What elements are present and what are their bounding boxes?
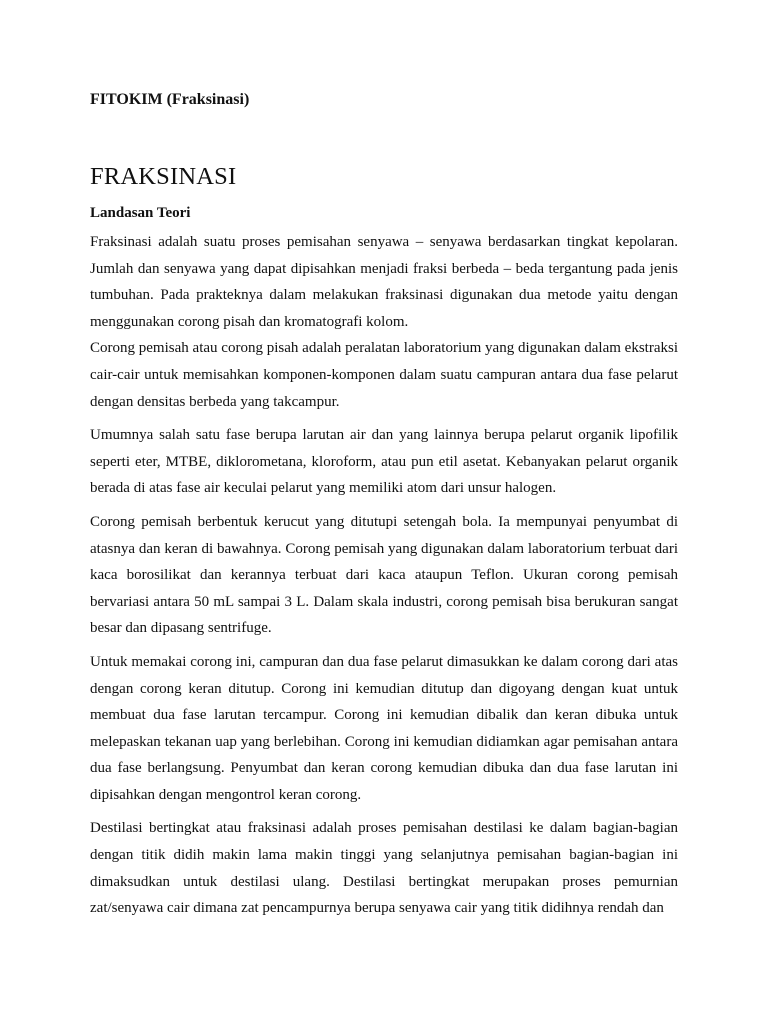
- paragraph-fase-pelarut: Umumnya salah satu fase berupa larutan air dan yang lainnya berupa pelarut organik lipofilik seperti eter, MTBE, diklorometana, kloroform, atau pun etil asetat. Kebanyakan pelarut organik berada di atas fase air keculai pelarut yang memiliki atom dari unsur halogen.: [90, 427, 678, 497]
- document-header: FITOKIM (Fraksinasi): [90, 91, 250, 108]
- section-heading-landasan-teori: Landasan Teori: [90, 205, 191, 221]
- paragraph-corong-pemisah-definition: Corong pemisah atau corong pisah adalah peralatan laboratorium yang digunakan dalam ekstraksi cair-cair untuk memisahkan komponen-komponen dalam suatu campuran antara dua fase pelarut dengan densitas berbeda yang takcampur.: [90, 340, 678, 410]
- paragraph-bentuk-corong: Corong pemisah berbentuk kerucut yang ditutupi setengah bola. Ia mempunyai penyumbat di atasnya dan keran di bawahnya. Corong pemisah yang digunakan dalam laboratorium terbuat dari kaca borosilikat dan kerannya terbuat dari kaca ataupun Teflon. Ukuran corong pemisah bervariasi antara 50 mL sampai 3 L. Dalam skala industri, corong pemisah bisa berukuran sangat besar dan dipasang sentrifuge.: [90, 513, 678, 637]
- document-body: [90, 229, 678, 922]
- page-title: FRAKSINASI: [90, 163, 237, 190]
- paragraph-fraksinasi-definition: Fraksinasi adalah suatu proses pemisahan senyawa – senyawa berdasarkan tingkat kepolaran. Jumlah dan senyawa yang dapat dipisahkan menjadi fraksi berbeda – beda tergantung pada jenis tumbuhan. Pada prakteknya dalam melakukan fraksinasi digunakan dua metode yaitu dengan menggunakan corong pisah dan kromatografi kolom.: [90, 234, 678, 330]
- paragraph-destilasi-bertingkat: Destilasi bertingkat atau fraksinasi adalah proses pemisahan destilasi ke dalam bagian-bagian dengan titik didih makin lama makin tinggi yang selanjutnya pemisahan bagian-bagian ini dimaksudkan untuk destilasi ulang. Destilasi bertingkat merupakan proses pemurnian zat/senyawa cair dimana zat pencampurnya berupa senyawa cair yang titik didihnya rendah dan: [90, 820, 678, 917]
- paragraph-cara-pemakaian: Untuk memakai corong ini, campuran dan dua fase pelarut dimasukkan ke dalam corong dari atas dengan corong keran ditutup. Corong ini kemudian ditutup dan digoyang dengan kuat untuk membuat dua fase larutan tercampur. Corong ini kemudian dibalik dan keran dibuka untuk melepaskan tekanan uap yang berlebihan. Corong ini kemudian didiamkan agar pemisahan antara dua fase berlangsung. Penyumbat dan keran corong kemudian dibuka dan dua fase larutan ini dipisahkan dengan mengontrol keran corong.: [90, 653, 678, 803]
